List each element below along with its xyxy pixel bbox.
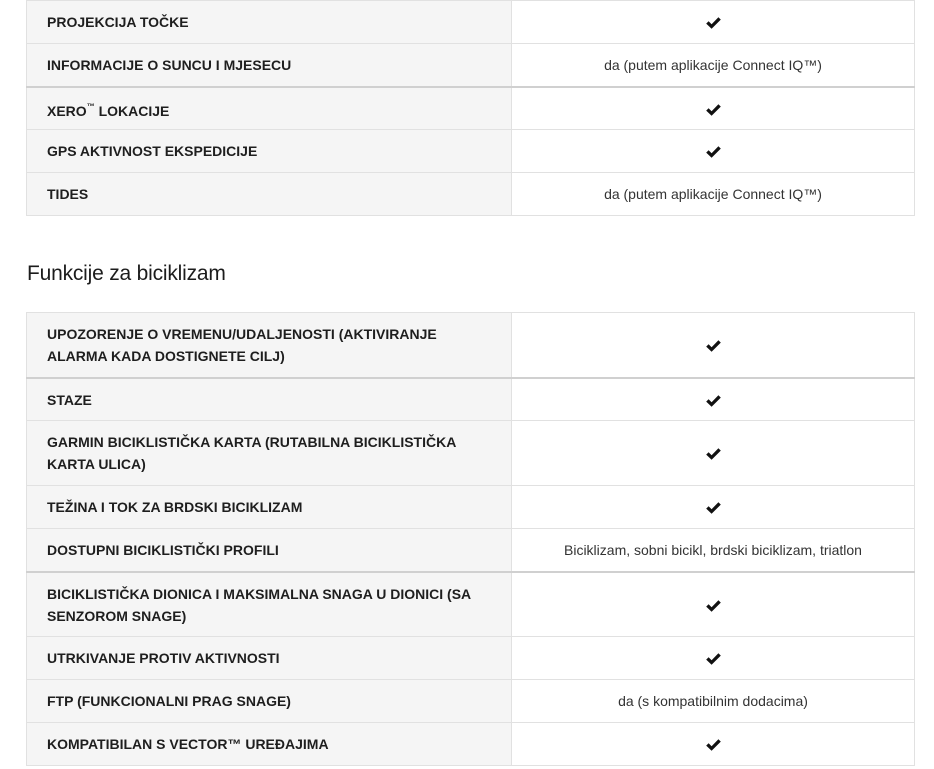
checkmark-icon bbox=[705, 145, 722, 159]
table-row bbox=[27, 486, 915, 529]
feature-value bbox=[512, 378, 915, 421]
feature-label bbox=[27, 87, 512, 130]
section-heading: Funkcije za biciklizam bbox=[27, 262, 226, 285]
feature-label-text: LOKACIJE bbox=[94, 102, 170, 119]
feature-value bbox=[512, 313, 915, 379]
feature-value bbox=[512, 1, 915, 44]
feature-label: UPOZORENJE O VREMENU/UDALJENOSTI (AKTIVIRANJE ALARMA KADA DOSTIGNETE CILJ) bbox=[27, 313, 512, 379]
table-row bbox=[27, 529, 915, 573]
feature-value bbox=[512, 421, 915, 486]
features-table-top bbox=[26, 0, 915, 216]
feature-label: TEŽINA I TOK ZA BRDSKI BICIKLIZAM bbox=[27, 486, 512, 529]
feature-label: TIDES bbox=[27, 173, 512, 216]
feature-value bbox=[512, 87, 915, 130]
table-row bbox=[27, 44, 915, 88]
checkmark-icon bbox=[705, 103, 722, 117]
table-row bbox=[27, 378, 915, 421]
checkmark-icon bbox=[705, 16, 722, 30]
features-table-cycling bbox=[26, 312, 915, 766]
feature-value bbox=[512, 572, 915, 637]
feature-value bbox=[512, 130, 915, 173]
table-row bbox=[27, 421, 915, 486]
table-row bbox=[27, 130, 915, 173]
checkmark-icon bbox=[705, 599, 722, 613]
table-row bbox=[27, 87, 915, 130]
table-row bbox=[27, 1, 915, 44]
feature-label: GPS AKTIVNOST EKSPEDICIJE bbox=[27, 130, 512, 173]
checkmark-icon bbox=[705, 501, 722, 515]
feature-label: KOMPATIBILAN S VECTOR™ UREĐAJIMA bbox=[27, 723, 512, 766]
checkmark-icon bbox=[705, 339, 722, 353]
feature-value bbox=[512, 637, 915, 680]
feature-label-text: XERO bbox=[47, 102, 87, 119]
feature-value: da (putem aplikacije Connect IQ™) bbox=[512, 44, 915, 88]
feature-label: PROJEKCIJA TOČKE bbox=[27, 1, 512, 44]
table-row bbox=[27, 173, 915, 216]
feature-label: GARMIN BICIKLISTIČKA KARTA (RUTABILNA BICIKLISTIČKA KARTA ULICA) bbox=[27, 421, 512, 486]
checkmark-icon bbox=[705, 447, 722, 461]
feature-label: STAZE bbox=[27, 378, 512, 421]
checkmark-icon bbox=[705, 652, 722, 666]
feature-value bbox=[512, 486, 915, 529]
table-row bbox=[27, 637, 915, 680]
feature-value bbox=[512, 723, 915, 766]
feature-value: da (putem aplikacije Connect IQ™) bbox=[512, 173, 915, 216]
feature-label: BICIKLISTIČKA DIONICA I MAKSIMALNA SNAGA U DIONICI (SA SENZOROM SNAGE) bbox=[27, 572, 512, 637]
feature-label: UTRKIVANJE PROTIV AKTIVNOSTI bbox=[27, 637, 512, 680]
feature-label: INFORMACIJE O SUNCU I MJESECU bbox=[27, 44, 512, 88]
checkmark-icon bbox=[705, 738, 722, 752]
feature-label: DOSTUPNI BICIKLISTIČKI PROFILI bbox=[27, 529, 512, 573]
trademark-mark: ™ bbox=[86, 101, 95, 111]
feature-label: FTP (FUNKCIONALNI PRAG SNAGE) bbox=[27, 680, 512, 723]
table-row bbox=[27, 313, 915, 379]
feature-value: da (s kompatibilnim dodacima) bbox=[512, 680, 915, 723]
table-row bbox=[27, 680, 915, 723]
feature-value: Biciklizam, sobni bicikl, brdski biciklizam, triatlon bbox=[512, 529, 915, 573]
checkmark-icon bbox=[705, 394, 722, 408]
table-row bbox=[27, 723, 915, 766]
table-row bbox=[27, 572, 915, 637]
